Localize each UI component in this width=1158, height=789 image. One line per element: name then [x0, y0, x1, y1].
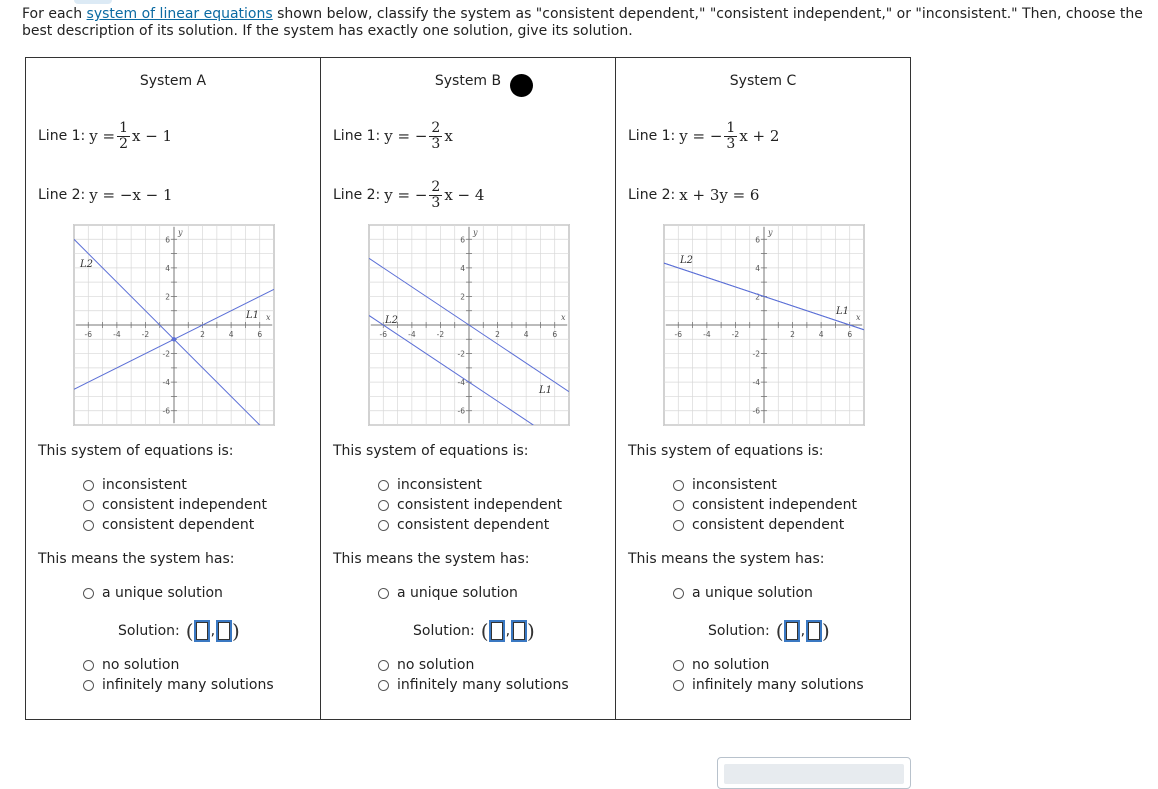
radio-button[interactable]: [378, 660, 389, 671]
y-tick-label: -2: [752, 349, 760, 359]
y-tick-label: 2: [165, 292, 170, 302]
solution-label: Solution:: [118, 623, 180, 639]
plane-group: [74, 225, 274, 426]
x-tick-label: -2: [731, 330, 740, 339]
option-label: consistent dependent: [692, 517, 845, 533]
eq-text: y = −x − 1: [89, 186, 173, 204]
solution-entry: [708, 619, 830, 643]
system-title: System B: [434, 73, 502, 89]
radio-button[interactable]: [378, 500, 389, 511]
plane-group: [369, 225, 569, 426]
x-tick-label: 6: [552, 330, 558, 339]
solution-y-input[interactable]: [513, 622, 525, 640]
y-tick-label: 4: [755, 263, 760, 273]
eq-pre: y = −: [384, 127, 428, 145]
x-tick-label: 2: [790, 330, 795, 339]
panel-system-b: [321, 58, 616, 719]
radio-button[interactable]: [83, 520, 94, 531]
x-tick-label: 2: [200, 330, 205, 339]
fraction-denominator: 3: [726, 135, 736, 152]
coordinate-plane: [368, 224, 570, 426]
y-tick-label: -4: [457, 378, 465, 388]
option-label: no solution: [102, 657, 180, 673]
line2-equation: [628, 175, 759, 215]
bottom-button[interactable]: [717, 757, 911, 789]
eq-post: x: [444, 127, 453, 145]
coordinate-plane: [73, 224, 275, 426]
x-tick-label: -6: [84, 330, 93, 339]
y-tick-label: -6: [457, 406, 465, 416]
fraction-denominator: 3: [431, 194, 441, 211]
intersection-point: [172, 337, 176, 341]
radio-button[interactable]: [378, 520, 389, 531]
system-title: System A: [139, 73, 207, 89]
y-axis-label: y: [178, 228, 183, 237]
y-tick-label: 6: [460, 235, 465, 245]
graph-system-b: [368, 224, 570, 426]
close-paren: ): [822, 619, 830, 643]
open-paren: (: [775, 619, 784, 643]
y-tick-label: 4: [460, 263, 465, 273]
x-axis-label: x: [266, 313, 271, 322]
solution-label: Solution:: [708, 623, 770, 639]
option-label: infinitely many solutions: [102, 677, 274, 693]
option-label: no solution: [692, 657, 770, 673]
fraction: [429, 180, 442, 211]
x-tick-label: -6: [379, 330, 388, 339]
option-label: infinitely many solutions: [397, 677, 569, 693]
system-title: System C: [729, 73, 797, 89]
line2-equation: [333, 175, 484, 215]
x-tick-label: 6: [847, 330, 853, 339]
option-label: consistent dependent: [397, 517, 550, 533]
comma: ,: [505, 623, 511, 639]
graph-system-a: [73, 224, 275, 426]
plane-group: [664, 225, 864, 425]
eq-post: x + 2: [739, 127, 780, 145]
option-infinitely-many[interactable]: [673, 677, 864, 693]
line1-equation: [38, 116, 172, 156]
radio-button[interactable]: [673, 500, 684, 511]
option-no-solution[interactable]: [378, 657, 474, 673]
line2-label: Line 2:: [333, 187, 381, 203]
top-tab-decoration: [74, 0, 112, 4]
y-tick-label: -2: [162, 349, 170, 359]
x-tick-label: 4: [228, 330, 234, 339]
x-tick-label: -4: [408, 330, 416, 339]
option-no-solution[interactable]: [673, 657, 769, 673]
option-unique-solution[interactable]: [83, 585, 223, 601]
option-infinitely-many[interactable]: [378, 677, 569, 693]
option-consistent-dependent[interactable]: [83, 517, 254, 533]
x-tick-label: -6: [674, 330, 683, 339]
option-consistent-independent[interactable]: [83, 497, 267, 513]
fraction-numerator: 1: [726, 119, 736, 136]
solution-label: Solution:: [413, 623, 475, 639]
y-tick-label: 2: [460, 292, 465, 302]
x-tick-label: 4: [523, 330, 529, 339]
eq-post: x − 1: [131, 127, 173, 145]
option-label: consistent dependent: [102, 517, 255, 533]
open-paren: (: [185, 619, 194, 643]
line1-label: L1: [246, 310, 260, 321]
close-paren: ): [527, 619, 535, 643]
option-consistent-independent[interactable]: [673, 497, 857, 513]
x-tick-label: 6: [257, 330, 263, 339]
line2-label: Line 2:: [628, 187, 676, 203]
x-tick-label: -4: [113, 330, 121, 339]
radio-button[interactable]: [83, 588, 94, 599]
solution-x-input[interactable]: [491, 622, 503, 640]
radio-button[interactable]: [673, 660, 684, 671]
eq-pre: y = −: [384, 186, 428, 204]
option-no-solution[interactable]: [83, 657, 179, 673]
option-label: inconsistent: [102, 477, 187, 493]
means-question: This means the system has:: [38, 551, 235, 567]
radio-button[interactable]: [673, 480, 684, 491]
x-tick-label: -4: [703, 330, 711, 339]
y-axis-label: y: [473, 228, 478, 237]
eq-pre: y = −: [679, 127, 723, 145]
systems-table: [25, 57, 911, 720]
fraction-denominator: 3: [431, 135, 441, 152]
radio-button[interactable]: [673, 520, 684, 531]
option-label: inconsistent: [692, 477, 777, 493]
radio-button[interactable]: [83, 480, 94, 491]
x-tick-label: -2: [436, 330, 445, 339]
option-label: a unique solution: [692, 585, 813, 601]
option-unique-solution[interactable]: [673, 585, 813, 601]
line1-label: Line 1:: [333, 128, 381, 144]
y-axis-label: y: [768, 228, 773, 237]
x-tick-label: -2: [141, 330, 150, 339]
solution-entry: [118, 619, 240, 643]
instructions-suffix: shown below, classify the system as "consistent dependent," "consistent independent," or "inconsistent." Then, choose the best description of its solution. If the system has exactly one solution, give its solution.: [22, 6, 1143, 39]
option-inconsistent[interactable]: [378, 477, 482, 493]
option-inconsistent[interactable]: [673, 477, 777, 493]
option-label: a unique solution: [102, 585, 223, 601]
radio-button[interactable]: [83, 500, 94, 511]
line1-label: L1: [539, 385, 553, 396]
classify-question: This system of equations is:: [333, 443, 529, 459]
means-question: This means the system has:: [333, 551, 530, 567]
bottom-button-inner: [724, 764, 904, 784]
coordinate-plane: [663, 224, 865, 426]
close-paren: ): [232, 619, 240, 643]
fraction: [724, 121, 737, 152]
option-consistent-dependent[interactable]: [673, 517, 844, 533]
eq-post: x − 4: [444, 186, 485, 204]
fraction-denominator: 2: [119, 135, 128, 152]
option-consistent-dependent[interactable]: [378, 517, 549, 533]
y-tick-label: -6: [752, 406, 760, 416]
fraction: [429, 121, 442, 152]
option-inconsistent[interactable]: [83, 477, 187, 493]
x-axis-label: x: [856, 313, 861, 322]
y-tick-label: 4: [165, 263, 170, 273]
graph-system-c: [663, 224, 865, 426]
x-tick-label: 2: [495, 330, 500, 339]
solution-y-input[interactable]: [218, 622, 230, 640]
fraction-numerator: 2: [431, 178, 441, 195]
line2-label: Line 2:: [38, 187, 86, 203]
solution-y-input[interactable]: [808, 622, 820, 640]
y-tick-label: 6: [165, 235, 170, 245]
instructions: [22, 6, 1158, 40]
line2-equation: [38, 175, 173, 215]
radio-button[interactable]: [83, 680, 94, 691]
option-label: consistent independent: [692, 497, 858, 513]
y-tick-label: -6: [162, 406, 170, 416]
radio-button[interactable]: [378, 588, 389, 599]
line1-label: Line 1:: [38, 128, 86, 144]
line2-label: L2: [385, 315, 399, 326]
y-tick-label: 6: [755, 235, 760, 245]
line1-equation: [333, 116, 453, 156]
y-tick-label: -4: [752, 378, 760, 388]
radio-button[interactable]: [378, 480, 389, 491]
means-question: This means the system has:: [628, 551, 825, 567]
option-label: consistent independent: [397, 497, 563, 513]
y-tick-label: 2: [755, 292, 760, 302]
option-consistent-independent[interactable]: [378, 497, 562, 513]
cursor-dot: [510, 74, 533, 97]
option-label: a unique solution: [397, 585, 518, 601]
panel-system-c: [616, 58, 910, 719]
radio-button[interactable]: [83, 660, 94, 671]
fraction-numerator: 1: [119, 119, 128, 136]
option-label: infinitely many solutions: [692, 677, 864, 693]
x-axis-label: x: [561, 313, 566, 322]
fraction-numerator: 2: [431, 119, 441, 136]
linear-equations-link[interactable]: system of linear equations: [86, 6, 273, 22]
classify-question: This system of equations is:: [628, 443, 824, 459]
open-paren: (: [480, 619, 489, 643]
y-tick-label: -2: [457, 349, 465, 359]
panel-system-a: [26, 58, 321, 719]
eq-pre: y =: [89, 127, 116, 145]
fraction: [117, 121, 130, 152]
eq-text: x + 3y = 6: [679, 186, 760, 204]
line1-equation: [628, 116, 779, 156]
line2-label: L2: [80, 259, 94, 270]
line1-label: Line 1:: [628, 128, 676, 144]
option-label: consistent independent: [102, 497, 268, 513]
comma: ,: [800, 623, 806, 639]
instructions-prefix: For each: [22, 6, 87, 22]
solution-x-input[interactable]: [196, 622, 208, 640]
radio-button[interactable]: [378, 680, 389, 691]
x-tick-label: 4: [818, 330, 824, 339]
option-unique-solution[interactable]: [378, 585, 518, 601]
option-infinitely-many[interactable]: [83, 677, 274, 693]
option-label: no solution: [397, 657, 475, 673]
line2-label: L2: [680, 255, 694, 266]
classify-question: This system of equations is:: [38, 443, 234, 459]
solution-x-input[interactable]: [786, 622, 798, 640]
radio-button[interactable]: [673, 680, 684, 691]
line1-label: L1: [836, 306, 850, 317]
solution-entry: [413, 619, 535, 643]
option-label: inconsistent: [397, 477, 482, 493]
comma: ,: [210, 623, 216, 639]
radio-button[interactable]: [673, 588, 684, 599]
y-tick-label: -4: [162, 378, 170, 388]
